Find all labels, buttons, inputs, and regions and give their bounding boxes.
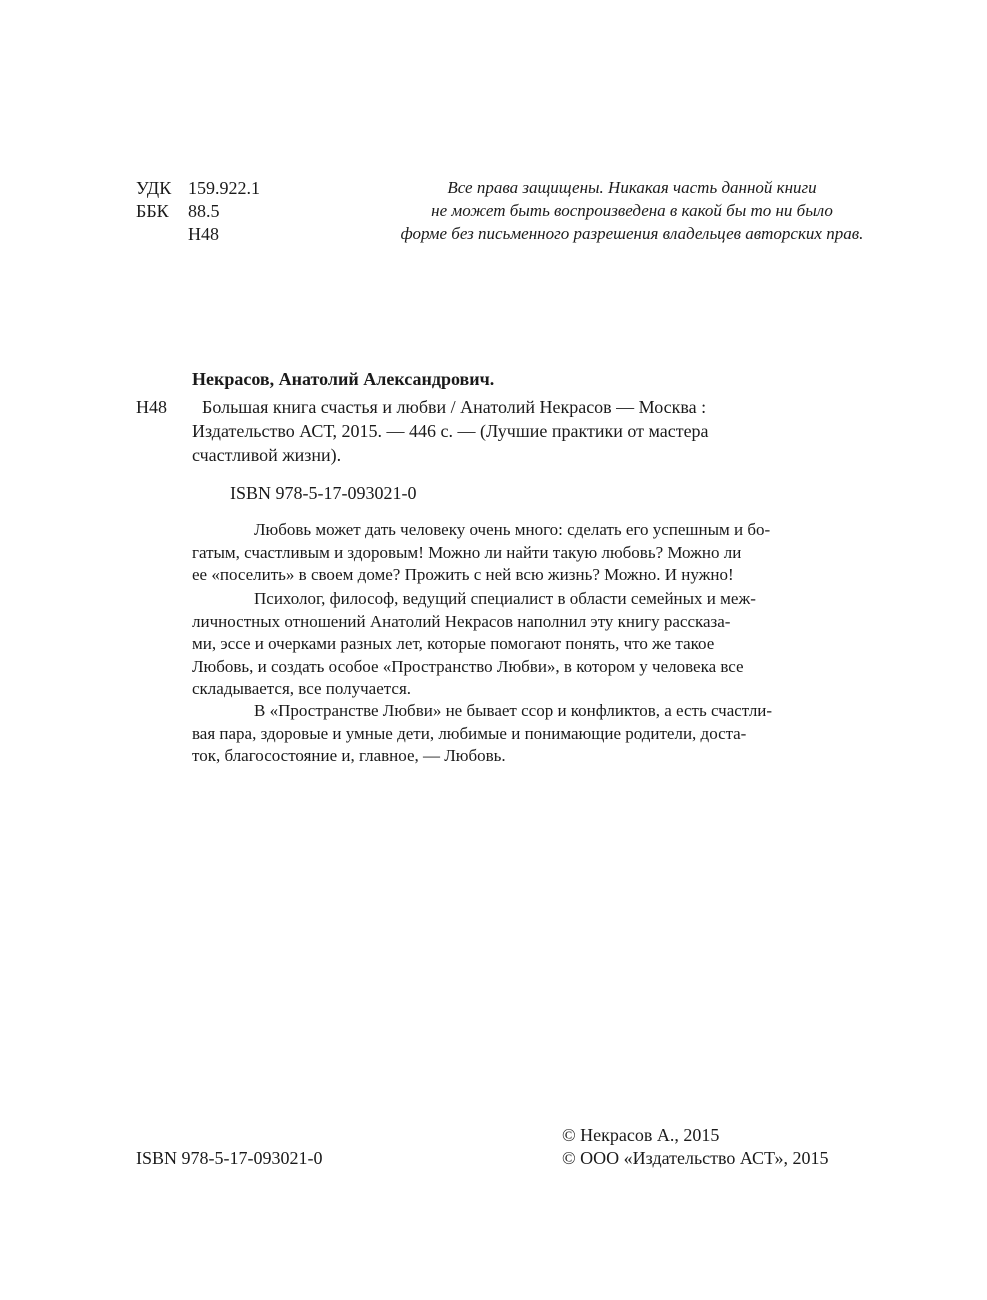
bbk-label: ББК [136,201,169,221]
annotation-line: гатым, счастливым и здоровым! Можно ли найти такую любовь? Можно ли [192,542,742,562]
copyright-author: © Некрасов А., 2015 [562,1125,720,1145]
rights-notice-line-2: не может быть воспроизведена в какой бы то ни было [431,201,833,220]
copyright-publisher: © ООО «Издательство АСТ», 2015 [562,1148,829,1168]
udk-label: УДК [136,178,172,198]
author-mark: Н48 [188,224,219,244]
annotation-line: ток, благосостояние и, главное, — Любовь. [192,746,506,765]
annotation-paragraph-2 [192,588,880,701]
rights-notice-line-3: форме без письменного разрешения владельцев авторских прав. [400,224,864,243]
annotation-line: ми, эссе и очерками разных лет, которые помогают понять, что же такое [192,634,715,653]
catalog-mark: Н48 [136,397,167,417]
annotation-line: Психолог, философ, ведущий специалист в области семейных и меж- [254,589,756,608]
annotation-line: Любовь может дать человеку очень много: сделать его успешным и бо- [254,520,771,539]
footer-isbn: ISBN 978-5-17-093021-0 [136,1148,323,1168]
catalog-isbn: ISBN 978-5-17-093021-0 [230,483,417,503]
catalog-author: Некрасов, Анатолий Александрович. [192,369,495,389]
annotation-line: вая пара, здоровые и умные дети, любимые и понимающие родители, достa- [192,723,747,743]
annotation-line: Любовь, и создать особое «Пространство Любви», в котором у человека все [192,656,744,676]
annotation-line: складывается, все получается. [192,679,412,698]
catalog-line-3: счастливой жизни). [192,445,342,465]
rights-notice-line-1: Все права защищены. Никакая часть данной книги [447,178,817,197]
udk-value: 159.922.1 [188,178,260,198]
annotation-line: ее «поселить» в своем доме? Прожить с ней всю жизнь? Можно. И нужно! [192,565,734,584]
catalog-line-2: Издательство АСТ, 2015. — 446 с. — (Лучшие практики от мастера [192,421,709,441]
bbk-value: 88.5 [188,201,220,221]
annotation-line: В «Пространстве Любви» не бывает ссор и конфликтов, а есть счастли- [254,701,773,720]
catalog-line-1: Большая книга счастья и любви / Анатолий Некрасов — Москва : [202,397,707,417]
annotation-line: личностных отношений Анатолий Некрасов наполнил эту книгу рассказа- [192,611,731,631]
annotation-paragraph-1 [192,519,880,587]
annotation-paragraph-3 [192,700,880,768]
